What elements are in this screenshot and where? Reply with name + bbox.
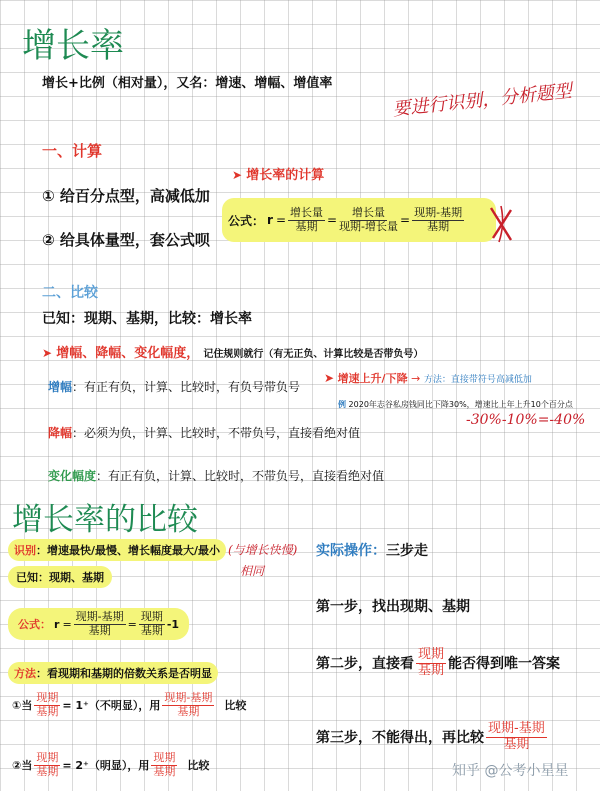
case2-prefix: ②当 bbox=[12, 759, 33, 773]
identify-handnote: (与增长快慢) bbox=[228, 543, 298, 557]
bianhua-row bbox=[48, 467, 384, 484]
fluctuation-note: 记住规则就行（有无正负、计算比较是否带负号） bbox=[203, 349, 424, 360]
fraction-2: $\frac{\text{增长量}}{\text{现期-增长量}}$ bbox=[339, 205, 399, 233]
formula-eq: = bbox=[275, 213, 286, 227]
ops-sub: 三步走 bbox=[386, 543, 428, 559]
step-1: 第一步，找出现期、基期 bbox=[316, 599, 470, 615]
case1-method-fraction: $\frac{\text{现期-基期}}{\text{基期}}$ bbox=[164, 691, 213, 718]
formula2-eq: = bbox=[62, 617, 72, 631]
example-row bbox=[338, 399, 573, 410]
step-2 bbox=[316, 648, 560, 679]
zengfu-text: ：有正有负，计算、比较时，有负号带负号 bbox=[72, 380, 301, 394]
fluctuation-heading bbox=[42, 342, 423, 361]
definition-text: 增长+比例（相对量），又名：增速、增幅、增值率 bbox=[42, 76, 333, 91]
case1-eq: = 1⁺（不明显），用 bbox=[62, 699, 161, 713]
jiangfu-label: 降幅 bbox=[48, 426, 73, 440]
method-label: 方法 bbox=[14, 667, 36, 680]
formula-r: r bbox=[267, 213, 273, 227]
triangle-bullet-icon: ➤ bbox=[324, 371, 335, 385]
compare-heading: 二、比较 bbox=[42, 285, 98, 301]
step-3 bbox=[316, 722, 549, 753]
rise-fall-label: 增速上升/下降 bbox=[337, 372, 408, 385]
rise-fall-method: 方法：直接带符号高减低加 bbox=[423, 375, 532, 385]
handwritten-note: 要进行识别，分析题型 bbox=[391, 80, 573, 121]
case1-tail: 比较 bbox=[224, 699, 247, 713]
formula2-eq-2: = bbox=[127, 617, 137, 631]
bianhua-label: 变化幅度 bbox=[48, 469, 97, 483]
calc-subheading bbox=[232, 164, 324, 183]
step3-prefix: 第三步，不能得出，再比较 bbox=[316, 730, 484, 747]
ops-title-row bbox=[316, 540, 428, 560]
fluctuation-heading-text: 增幅、降幅、变化幅度， bbox=[56, 346, 200, 361]
bianhua-text: ：有正有负，计算、比较时，不带负号，直接看绝对值 bbox=[96, 469, 385, 483]
case2-method-fraction: $\frac{\text{现期}}{\text{基期}}$ bbox=[153, 751, 176, 778]
identify-row bbox=[8, 539, 226, 561]
formula-box bbox=[222, 198, 496, 242]
step2-prefix: 第二步，直接看 bbox=[316, 656, 414, 673]
formula2-box bbox=[8, 608, 189, 640]
identify-label: 识别 bbox=[14, 544, 36, 557]
triangle-bullet-icon: ➤ bbox=[42, 346, 53, 360]
case-2-row bbox=[12, 752, 209, 778]
ops-title: 实际操作： bbox=[316, 543, 386, 559]
formula2-r: r bbox=[54, 617, 60, 631]
step2-tail: 能否得到唯一答案 bbox=[448, 656, 561, 673]
zengfu-label: 增幅 bbox=[48, 380, 73, 394]
arrow-right-icon: → bbox=[411, 372, 421, 385]
step3-fraction: $\frac{\text{现期-基期}}{\text{基期}}$ bbox=[488, 721, 545, 752]
formula2-fraction-2: $\frac{\text{现期}}{\text{基期}}$ bbox=[140, 609, 163, 637]
known-row: 已知：现期、基期 bbox=[8, 566, 112, 588]
jiangfu-row bbox=[48, 424, 360, 441]
case2-eq: = 2⁺（明显），用 bbox=[62, 759, 150, 773]
case1-fraction: $\frac{\text{现期}}{\text{基期}}$ bbox=[36, 691, 59, 718]
case-1-row bbox=[12, 692, 246, 718]
method-row bbox=[8, 662, 218, 684]
formula-eq-3: = bbox=[400, 213, 411, 227]
section2-title: 增长率的比较 bbox=[12, 502, 198, 538]
strike-mark-icon bbox=[487, 204, 515, 244]
formula2-label: 公式： bbox=[18, 618, 51, 631]
calc-heading: 一、计算 bbox=[42, 142, 103, 160]
identify-handnote-2: 相同 bbox=[240, 564, 265, 578]
zengfu-row bbox=[48, 378, 300, 395]
fraction-3: $\frac{\text{现期-基期}}{\text{基期}}$ bbox=[414, 205, 463, 233]
formula-eq-2: = bbox=[327, 213, 338, 227]
rule-1: ① 给百分点型，高减低加 bbox=[42, 187, 210, 205]
method-text: ：看现期和基期的倍数关系是否明显 bbox=[36, 667, 212, 680]
triangle-bullet-icon: ➤ bbox=[232, 168, 243, 182]
formula2-tail: -1 bbox=[166, 617, 180, 631]
case2-tail: 比较 bbox=[187, 759, 210, 773]
rule-2: ② 给具体量型，套公式呗 bbox=[42, 231, 210, 249]
case1-prefix: ①当 bbox=[12, 699, 33, 713]
example-text: 2020年志谷私房钱同比下降30%，增速比上年上升10个百分点 bbox=[348, 400, 573, 409]
case2-fraction: $\frac{\text{现期}}{\text{基期}}$ bbox=[36, 751, 59, 778]
step2-fraction: $\frac{\text{现期}}{\text{基期}}$ bbox=[418, 647, 445, 678]
rise-fall-row bbox=[324, 370, 532, 386]
example-handwritten-calc: -30%-10%=-40% bbox=[466, 412, 586, 428]
fraction-1: $\frac{\text{增长量}}{\text{基期}}$ bbox=[290, 205, 323, 233]
section1-title: 增长率 bbox=[22, 26, 124, 66]
formula-label: 公式： bbox=[228, 213, 265, 228]
identify-text: ：增速最快/最慢、增长幅度最大/最小 bbox=[36, 544, 221, 557]
known-text: 已知：现期、基期，比较：增长率 bbox=[42, 311, 252, 327]
calc-subheading-text: 增长率的计算 bbox=[246, 168, 325, 183]
example-label: 例 bbox=[338, 400, 346, 409]
watermark: 知乎 @公考小星星 bbox=[452, 763, 569, 779]
formula2-fraction-1: $\frac{\text{现期-基期}}{\text{基期}}$ bbox=[75, 609, 124, 637]
jiangfu-text: ：必须为负，计算、比较时，不带负号，直接看绝对值 bbox=[72, 426, 361, 440]
